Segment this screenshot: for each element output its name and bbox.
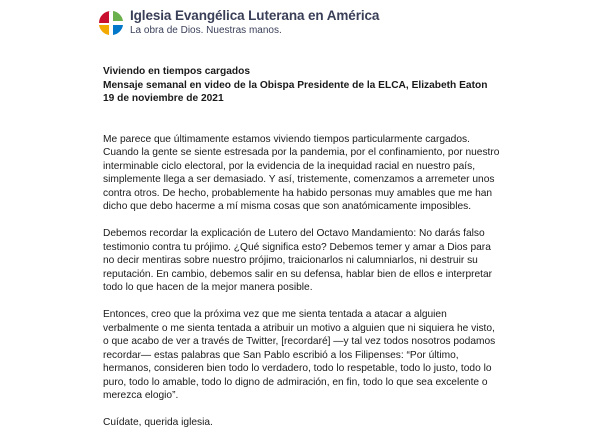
document-date: 19 de noviembre de 2021 <box>103 93 224 104</box>
header <box>98 8 379 37</box>
elca-cross-logo-icon <box>98 10 124 36</box>
paragraph: Entonces, creo que la próxima vez que me sienta tentada a atacar a alguien verbalmente o me sienta tentada a atribuir un motivo a alguien que ni siquiera he visto, o que acabo de ver a través de Twitter, [recordaré] —y tal vez todos nosotros podamos recordar— estas palabras que San Pablo escribió a los Filipenses: “Por último, hermanos, consideren bien todo lo verdadero, todo lo respetable, todo lo justo, todo lo puro, todo lo amable, todo lo digno de admiración, en fin, todo lo que sea excelente o merezca elogio”. <box>103 309 496 401</box>
spacer <box>103 106 503 133</box>
paragraph: Debemos recordar la explicación de Lutero del Octavo Mandamiento: No darás falso testimonio contra tu prójimo. ¿Qué significa esto? Debemos temer y amar a Dios para no decir mentiras sobre nuestro prójimo, traicionarlos ni calumniarlos, ni destruir su reputación. En cambio, debemos salir en su defensa, hablar bien de ellos e interpretar todo lo que hacen de la mejor manera posible. <box>103 228 493 293</box>
document-subtitle: Mensaje semanal en video de la Obispa Presidente de la ELCA, Elizabeth Eaton <box>103 79 488 91</box>
org-name: Iglesia Evangélica Luterana en América <box>130 8 380 23</box>
brand <box>130 8 379 37</box>
org-tagline: La obra de Dios. Nuestras manos. <box>130 25 282 36</box>
paragraph: Me parece que últimamente estamos viviendo tiempos particularmente cargados. Cuando la gente se siente estresada por la pandemia, por el confinamiento, por nuestro interminable ciclo electoral, por la evidencia de la inequidad racial en nuestro país, simplemente llega a ser demasiado. Y así, tristemente, comenzamos a arremeter unos contra otros. De hecho, probablemente ha habido personas muy amables que me han dicho que debo hacerme a mí misma cosas que son anatómicamente imposibles. <box>103 133 500 212</box>
document-body <box>103 65 503 443</box>
document-title: Viviendo en tiempos cargados <box>103 66 251 77</box>
closing-line: Cuídate, querida iglesia. <box>103 417 213 428</box>
